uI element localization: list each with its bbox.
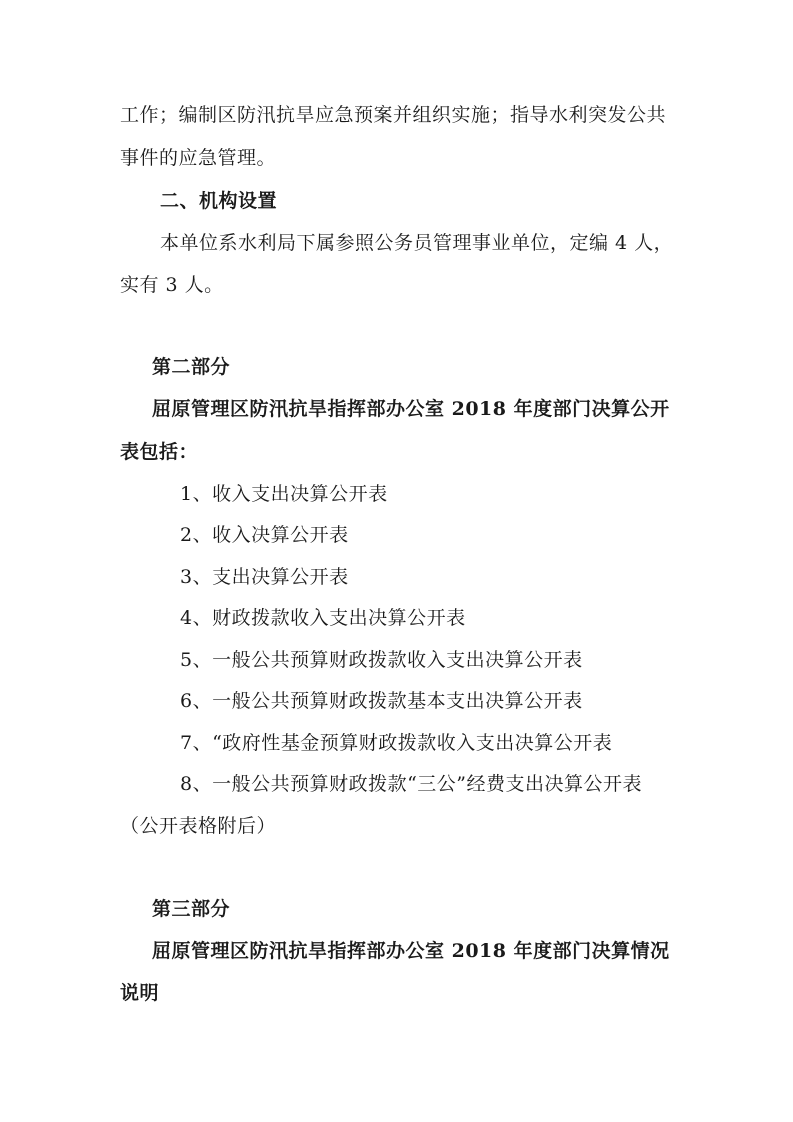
part-label: 第二部分 xyxy=(152,356,231,378)
note-text: （公开表格附后） xyxy=(120,815,277,837)
list-item: 3、支出决算公开表 xyxy=(180,566,349,588)
body-paragraph-line: 实有 3 人。 xyxy=(120,274,224,296)
list-item: 5、一般公共预算财政拨款收入支出决算公开表 xyxy=(180,649,583,671)
part-title-line: 说明 xyxy=(120,982,160,1004)
part-label: 第三部分 xyxy=(152,898,231,920)
list-item: 2、收入决算公开表 xyxy=(180,524,349,546)
list-item: 1、收入支出决算公开表 xyxy=(180,483,388,505)
body-paragraph-line: 工作；编制区防汛抗旱应急预案并组织实施；指导水利突发公共 xyxy=(120,104,667,126)
body-paragraph-line: 事件的应急管理。 xyxy=(120,147,277,169)
part-title-line: 屈原管理区防汛抗旱指挥部办公室 2018 年度部门决算情况 xyxy=(152,940,670,962)
part-title-line: 表包括： xyxy=(120,441,199,463)
list-item: 8、一般公共预算财政拨款“三公”经费支出决算公开表 xyxy=(180,773,643,795)
list-item: 7、“政府性基金预算财政拨款收入支出决算公开表 xyxy=(180,732,613,754)
part-title-line: 屈原管理区防汛抗旱指挥部办公室 2018 年度部门决算公开 xyxy=(152,398,670,420)
list-item: 4、财政拨款收入支出决算公开表 xyxy=(180,607,466,629)
body-paragraph-line: 本单位系水利局下属参照公务员管理事业单位，定编 4 人， xyxy=(160,232,674,254)
section-heading: 二、机构设置 xyxy=(160,190,278,212)
list-item: 6、一般公共预算财政拨款基本支出决算公开表 xyxy=(180,690,583,712)
